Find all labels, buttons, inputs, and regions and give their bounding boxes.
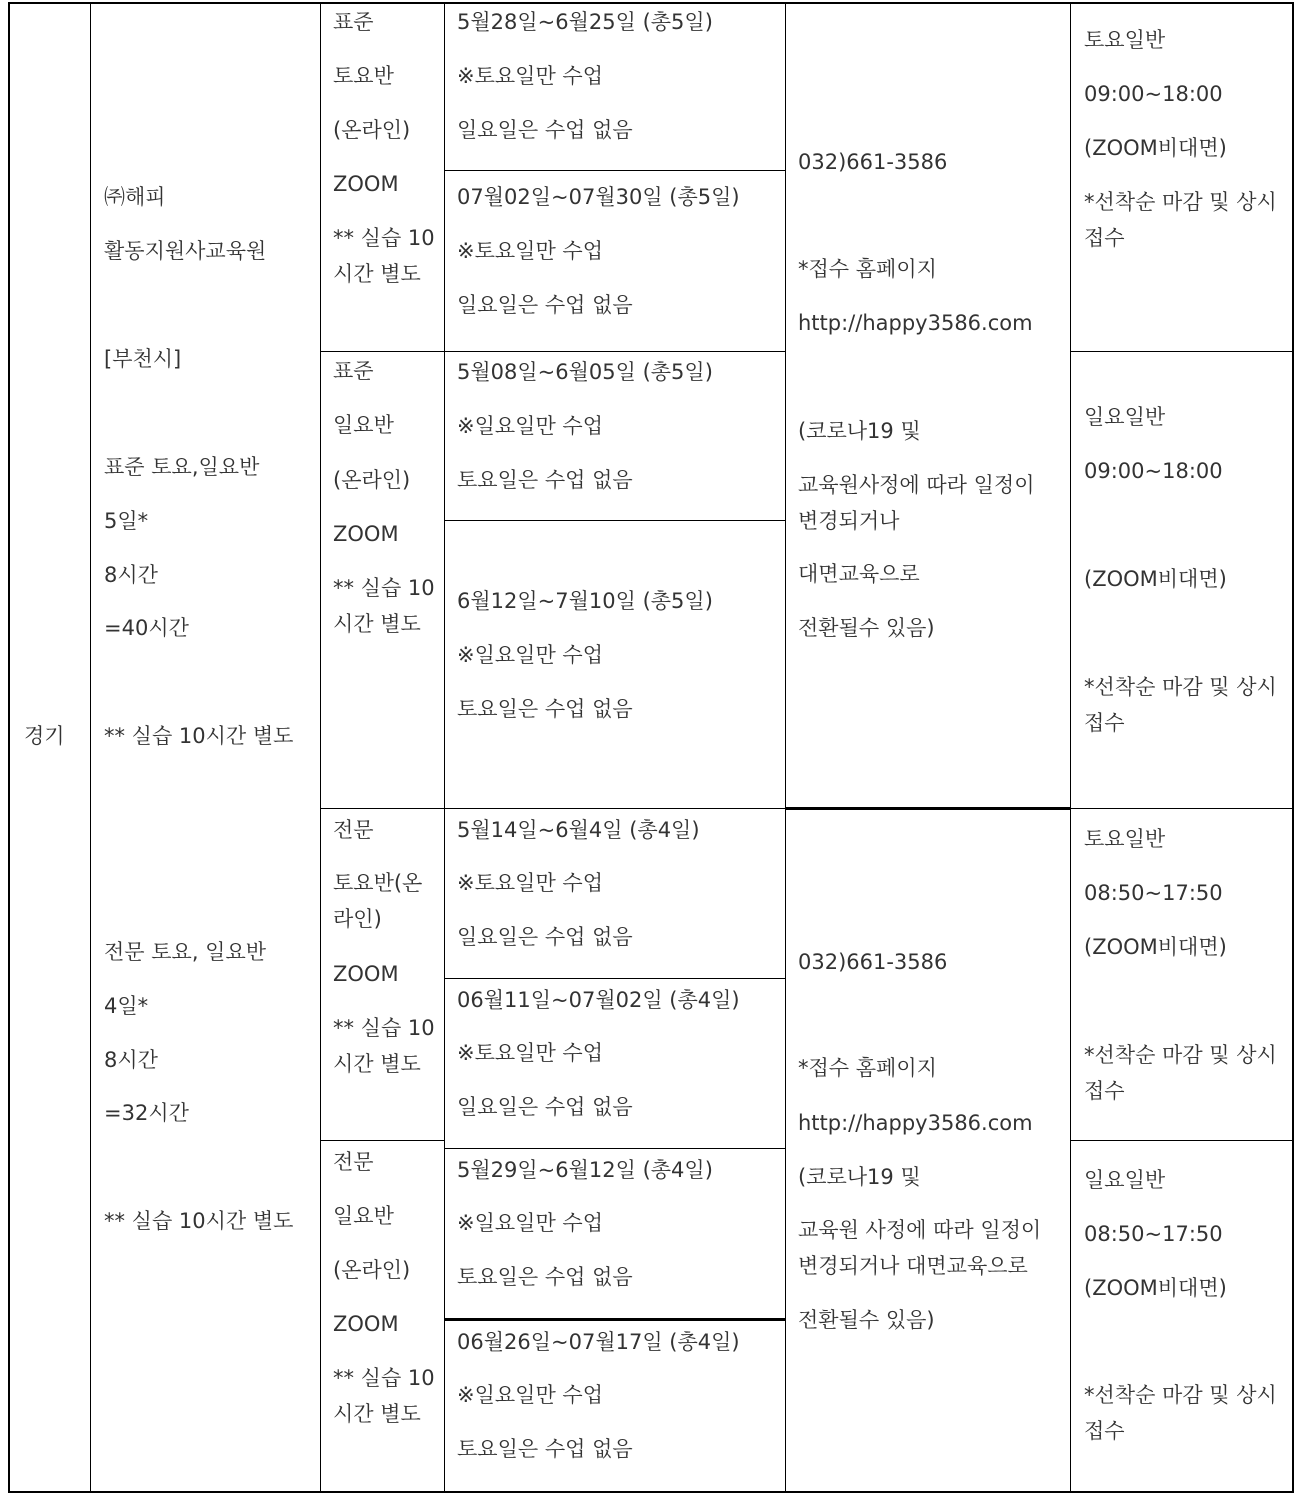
registration-label: *접수 홈페이지 bbox=[798, 1056, 937, 1080]
schedule-time: 08:50~17:50 bbox=[1084, 1222, 1223, 1246]
expert-course: 전문 토요, 일요반 bbox=[104, 940, 267, 964]
schedule-name: 토요일반 bbox=[1084, 827, 1166, 851]
contact-phone: 032)661-3586 bbox=[798, 150, 948, 174]
session-none: 일요일은 수업 없음 bbox=[457, 118, 633, 142]
schedule-mode: (ZOOM비대면) bbox=[1084, 567, 1227, 591]
class-platform: ZOOM bbox=[333, 172, 399, 196]
class-platform: ZOOM bbox=[333, 522, 399, 546]
notice-text: 대면교육으로 bbox=[798, 562, 920, 586]
schedule-name: 일요일반 bbox=[1084, 1168, 1166, 1192]
class-day: 일요반 bbox=[333, 413, 394, 437]
expert-days: 4일* bbox=[104, 994, 149, 1018]
class-day: 일요반 bbox=[333, 1204, 394, 1228]
standard-course: 표준 토요,일요반 bbox=[104, 455, 260, 479]
session-date: 5월14일~6월4일 (총4일) bbox=[457, 818, 700, 842]
class-day: 토요반(온라인) bbox=[333, 871, 423, 931]
region-cell: 경기 bbox=[24, 724, 65, 748]
session-none: 일요일은 수업 없음 bbox=[457, 925, 633, 949]
notice-text: (코로나19 및 bbox=[798, 419, 921, 443]
session-note: ※토요일만 수업 bbox=[457, 871, 603, 895]
expert-hours: 8시간 bbox=[104, 1048, 158, 1072]
expert-practice: ** 실습 10시간 별도 bbox=[104, 1209, 294, 1233]
session-none: 토요일은 수업 없음 bbox=[457, 1265, 633, 1289]
session-none: 토요일은 수업 없음 bbox=[457, 468, 633, 492]
schedule-name: 토요일반 bbox=[1084, 28, 1166, 52]
schedule-time: 09:00~18:00 bbox=[1084, 459, 1223, 483]
session-note: ※토요일만 수업 bbox=[457, 1041, 603, 1065]
schedule-name: 일요일반 bbox=[1084, 405, 1166, 429]
session-date: 6월12일~7월10일 (총5일) bbox=[457, 589, 713, 613]
registration-label: *접수 홈페이지 bbox=[798, 257, 937, 281]
notice-text: 전환될수 있음) bbox=[798, 616, 935, 640]
notice-text: 교육원 사정에 따라 일정이 변경되거나 대면교육으로 bbox=[798, 1218, 1042, 1278]
notice-text: 교육원사정에 따라 일정이 변경되거나 bbox=[798, 473, 1035, 533]
session-note: ※일요일만 수업 bbox=[457, 643, 603, 667]
session-date: 06월11일~07월02일 (총4일) bbox=[457, 988, 740, 1012]
class-day: 토요반 bbox=[333, 64, 394, 88]
registration-link[interactable]: http://happy3586.com bbox=[798, 311, 1033, 335]
notice-text: 전환될수 있음) bbox=[798, 1308, 935, 1332]
schedule-mode: (ZOOM비대면) bbox=[1084, 136, 1227, 160]
standard-practice: ** 실습 10시간 별도 bbox=[104, 724, 294, 748]
session-none: 토요일은 수업 없음 bbox=[457, 697, 633, 721]
org-name: 활동지원사교육원 bbox=[104, 239, 267, 263]
schedule-note: *선착순 마감 및 상시접수 bbox=[1084, 675, 1277, 735]
registration-link[interactable]: http://happy3586.com bbox=[798, 1111, 1033, 1135]
org-city: [부천시] bbox=[104, 347, 182, 371]
class-type: 전문 bbox=[333, 1150, 374, 1174]
standard-hours: 8시간 bbox=[104, 563, 158, 587]
class-mode: (온라인) bbox=[333, 118, 411, 142]
schedule-time: 09:00~18:00 bbox=[1084, 82, 1223, 106]
session-note: ※일요일만 수업 bbox=[457, 414, 603, 438]
session-note: ※일요일만 수업 bbox=[457, 1383, 603, 1407]
session-none: 일요일은 수업 없음 bbox=[457, 293, 633, 317]
class-practice: ** 실습 10시간 별도 bbox=[333, 1366, 435, 1426]
class-practice: ** 실습 10시간 별도 bbox=[333, 576, 435, 636]
schedule-note: *선착순 마감 및 상시접수 bbox=[1084, 190, 1277, 250]
expert-total: =32시간 bbox=[104, 1101, 189, 1125]
schedule-mode: (ZOOM비대면) bbox=[1084, 935, 1227, 959]
standard-total: =40시간 bbox=[104, 616, 189, 640]
session-note: ※토요일만 수업 bbox=[457, 239, 603, 263]
class-platform: ZOOM bbox=[333, 962, 399, 986]
schedule-note: *선착순 마감 및 상시접수 bbox=[1084, 1043, 1277, 1103]
standard-days: 5일* bbox=[104, 509, 149, 533]
class-practice: ** 실습 10시간 별도 bbox=[333, 1016, 435, 1076]
session-note: ※토요일만 수업 bbox=[457, 64, 603, 88]
class-practice: ** 실습 10시간 별도 bbox=[333, 226, 435, 286]
class-type: 표준 bbox=[333, 359, 374, 383]
class-mode: (온라인) bbox=[333, 468, 411, 492]
schedule-time: 08:50~17:50 bbox=[1084, 881, 1223, 905]
org-company: ㈜해피 bbox=[104, 185, 166, 209]
session-date: 5월29일~6월12일 (총4일) bbox=[457, 1158, 713, 1182]
class-type: 전문 bbox=[333, 818, 374, 842]
contact-phone: 032)661-3586 bbox=[798, 950, 948, 974]
schedule-note: *선착순 마감 및 상시접수 bbox=[1084, 1383, 1277, 1443]
session-date: 5월28일~6월25일 (총5일) bbox=[457, 10, 713, 34]
schedule-mode: (ZOOM비대면) bbox=[1084, 1276, 1227, 1300]
class-mode: (온라인) bbox=[333, 1258, 411, 1282]
session-date: 5월08일~6월05일 (총5일) bbox=[457, 360, 713, 384]
class-platform: ZOOM bbox=[333, 1312, 399, 1336]
session-none: 일요일은 수업 없음 bbox=[457, 1095, 633, 1119]
session-note: ※일요일만 수업 bbox=[457, 1211, 603, 1235]
session-date: 06월26일~07월17일 (총4일) bbox=[457, 1330, 740, 1354]
notice-text: (코로나19 및 bbox=[798, 1165, 921, 1189]
session-none: 토요일은 수업 없음 bbox=[457, 1437, 633, 1461]
session-date: 07월02일~07월30일 (총5일) bbox=[457, 185, 740, 209]
class-type: 표준 bbox=[333, 10, 374, 34]
